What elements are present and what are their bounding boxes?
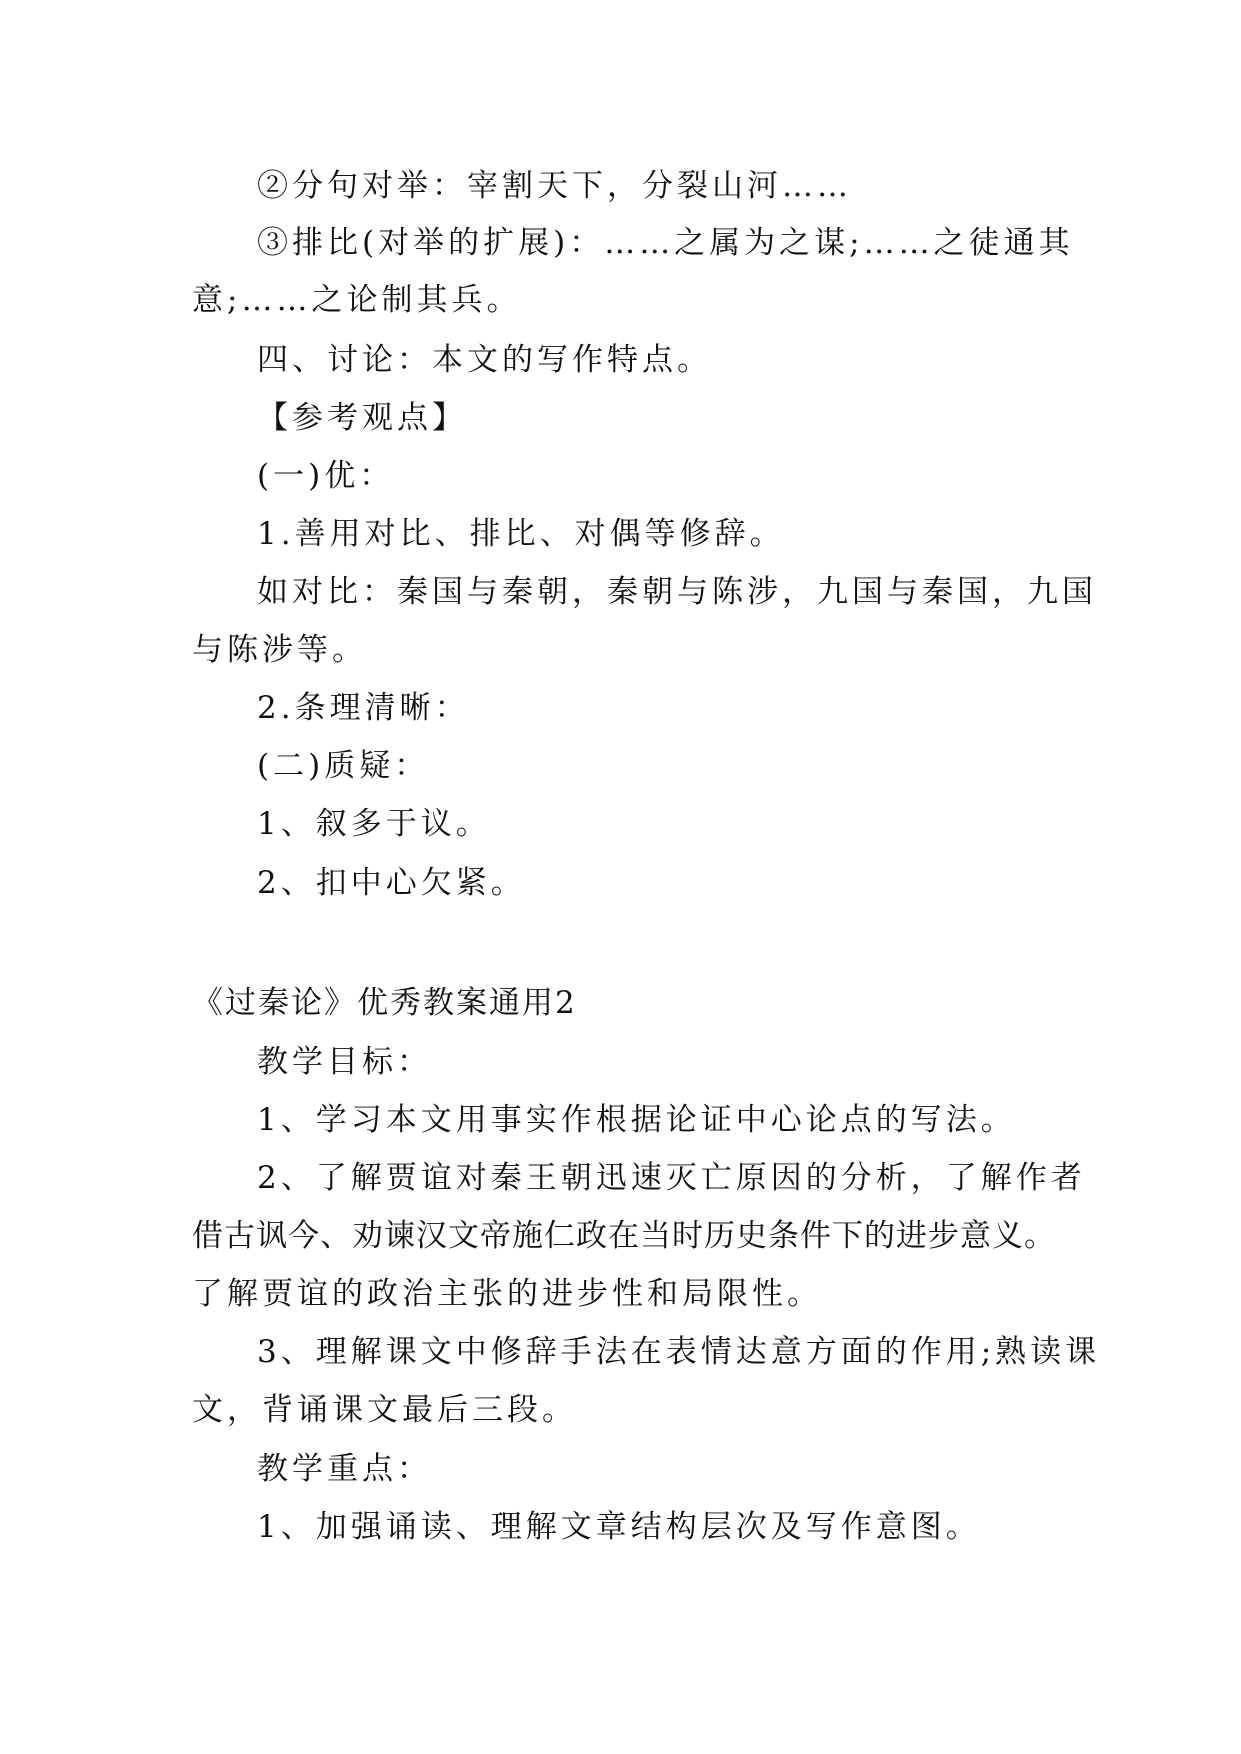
- text-line: 如对比：秦国与秦朝，秦朝与陈涉，九国与秦国，九国: [257, 574, 1097, 610]
- text-line: 1、叙多于议。: [257, 806, 491, 842]
- text-line: (一)优：: [257, 458, 395, 494]
- text-line: 2、了解贾谊对秦王朝迅速灭亡原因的分析，了解作者: [257, 1160, 1086, 1196]
- text-line: 意;……之论制其兵。: [192, 282, 522, 318]
- section-heading: 教学重点：: [257, 1451, 432, 1487]
- text-line: 1、加强诵读、理解文章结构层次及写作意图。: [257, 1509, 981, 1545]
- text-line: 了解贾谊的政治主张的进步性和局限性。: [192, 1276, 822, 1312]
- text-line: 【参考观点】: [257, 400, 467, 436]
- text-line: 2、扣中心欠紧。: [257, 865, 526, 901]
- text-line: ③排比(对举的扩展)：……之属为之谋;……之徒通其: [257, 225, 1074, 261]
- text-line: 文，背诵课文最后三段。: [192, 1392, 577, 1428]
- text-line: 1.善用对比、排比、对偶等修辞。: [257, 516, 785, 552]
- text-line: 2.条理清晰：: [257, 690, 470, 726]
- text-line: 借古讽今、劝谏汉文帝施仁政在当时历史条件下的进步意义。: [192, 1218, 1056, 1254]
- text-line: 3、理解课文中修辞手法在表情达意方面的作用;熟读课: [257, 1334, 1101, 1370]
- section-heading: 教学目标：: [257, 1044, 432, 1080]
- section-heading: 四、讨论：本文的写作特点。: [257, 342, 712, 378]
- text-line: 与陈涉等。: [192, 632, 367, 668]
- text-line: 1、学习本文用事实作根据论证中心论点的写法。: [257, 1102, 1016, 1138]
- text-line: (二)质疑：: [257, 748, 430, 784]
- document-title: 《过秦论》优秀教案通用2: [192, 985, 577, 1021]
- text-line: ②分句对举：宰割天下，分裂山河……: [257, 168, 852, 204]
